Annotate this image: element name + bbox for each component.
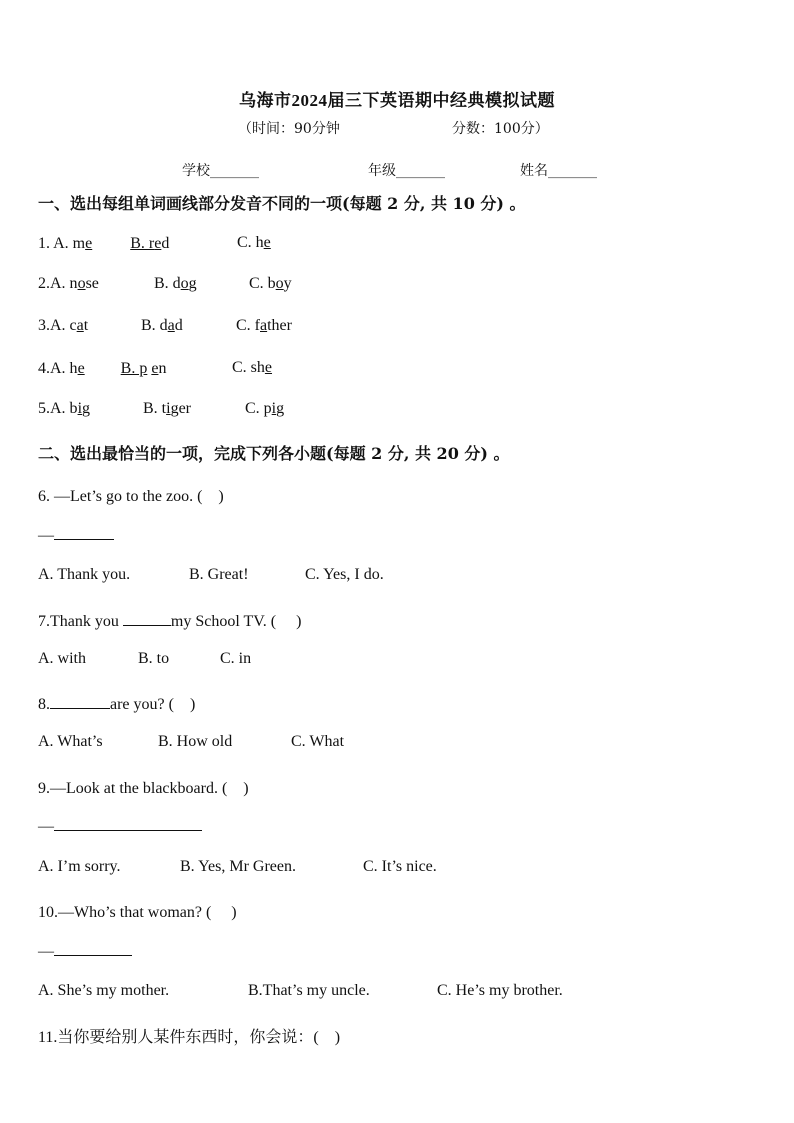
question-4: 4.A. he B. p en: [38, 360, 167, 377]
question-9: 9.—Look at the blackboard. ( ): [38, 780, 249, 797]
question-number: 2.: [38, 275, 50, 292]
option-c: C. she: [232, 359, 273, 376]
underlined-letter: e B. p: [77, 360, 148, 377]
question-1: 1. A. me B. red: [38, 235, 170, 252]
underlined-letter: e: [154, 235, 162, 252]
page-title: 乌海市2024届三下英语期中经典模拟试题: [239, 91, 555, 110]
option-b: B. How old: [158, 733, 233, 750]
option-c: C. pig: [245, 400, 285, 417]
option-b: B. r: [130, 235, 155, 252]
option-b: B. to: [138, 650, 170, 667]
option-a: A. She’s my mother.: [38, 982, 170, 999]
underlined-letter: a: [76, 317, 84, 334]
option-b: B. dad: [141, 317, 183, 334]
underlined-letter: i: [77, 400, 83, 417]
question-number: 4.: [38, 360, 50, 377]
option-b: B. Great!: [189, 566, 249, 583]
option-c: C. father: [236, 317, 292, 334]
option-a: A. c: [50, 317, 77, 334]
answer-line-9: —: [38, 816, 202, 836]
section2-heading: 二、选出最恰当的一项，完成下列各小题(每题 2 分, 共 20 分) 。: [38, 444, 510, 463]
answer-line-10: —: [38, 941, 132, 961]
exam-score: 分数：100分）: [452, 121, 549, 137]
option-c: C. in: [220, 650, 252, 667]
answer-line-6: —: [38, 525, 114, 545]
option-a: A. n: [50, 275, 78, 292]
underlined-letter: e: [151, 360, 159, 377]
question-number: 1.: [38, 235, 54, 252]
section1-heading: 一、选出每组单词画线部分发音不同的一项(每题 2 分, 共 10 分) 。: [38, 194, 526, 213]
option-a: A. I’m sorry.: [38, 858, 121, 875]
option-b: B. tiger: [143, 400, 192, 417]
option-a: A. What’s: [38, 733, 103, 750]
underlined-letter: e B. r: [85, 235, 155, 252]
question-11: 11.当你要给别人某件东西时，你会说：( ): [38, 1029, 341, 1046]
question-3: 3.A. cat: [38, 317, 89, 334]
question-6: 6. —Let’s go to the zoo. ( ): [38, 488, 224, 505]
option-b: B. Yes, Mr Green.: [180, 858, 296, 875]
question-10: 10.—Who’s that woman? ( ): [38, 904, 237, 921]
question-8: 8. are you? ( ): [38, 696, 196, 713]
option-c: C. boy: [249, 275, 292, 292]
option-b: B. dog: [154, 275, 197, 292]
option-c: C. It’s nice.: [363, 858, 437, 875]
question-number: 3.: [38, 317, 50, 334]
question-number: 5.: [38, 400, 50, 417]
name-field: 姓名_______: [520, 163, 597, 179]
grade-field: 年级_______: [368, 163, 445, 179]
underlined-letter: o: [77, 275, 86, 292]
option-a: A. with: [38, 650, 86, 667]
option-b: B.That’s my uncle.: [248, 982, 370, 999]
option-a: A. m: [53, 235, 86, 252]
school-field: 学校_______: [182, 163, 259, 179]
option-a: A. Thank you.: [38, 566, 131, 583]
option-c: C. Yes, I do.: [305, 566, 384, 583]
option-a: A. h: [50, 360, 78, 377]
option-c: C. He’s my brother.: [437, 982, 563, 999]
option-c: C. What: [291, 733, 345, 750]
option-b: B. p: [120, 360, 148, 377]
question-7: 7.Thank you my School TV. ( ): [38, 613, 302, 630]
question-5: 5.A. big: [38, 400, 91, 417]
exam-time: （时间：90分钟: [238, 121, 340, 137]
question-2: 2.A. nose: [38, 275, 99, 292]
option-a: A. b: [50, 400, 78, 417]
option-c: C. he: [237, 234, 271, 251]
